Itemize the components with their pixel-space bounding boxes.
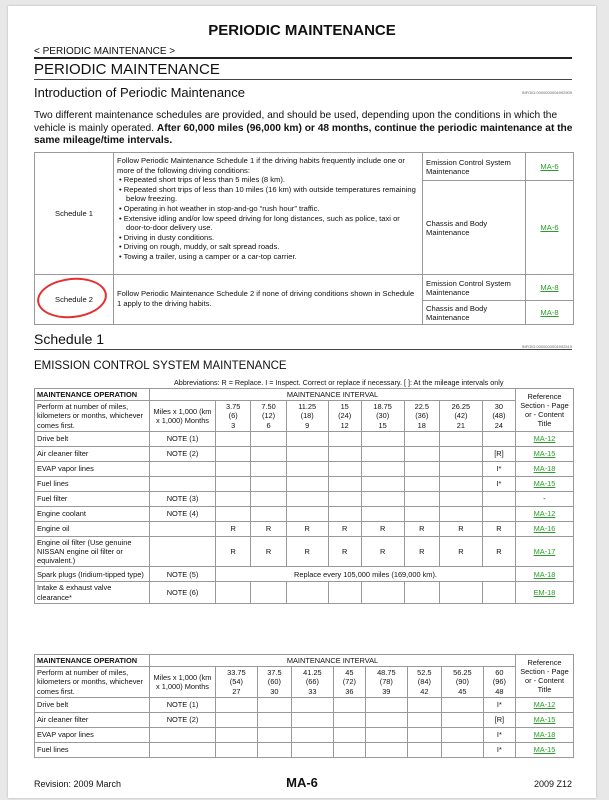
operation-cell: Fuel lines bbox=[35, 742, 150, 757]
condition-item: • Extensive idling and/or low speed driving for long distances, such as police, taxi or door-to-door delivery use. bbox=[126, 214, 419, 233]
interval-miles: 11.25 bbox=[298, 402, 317, 412]
ma-6-link[interactable]: MA-6 bbox=[540, 162, 559, 171]
operation-cell: Fuel filter bbox=[35, 491, 150, 506]
interval-cell bbox=[407, 712, 441, 727]
interval-cell bbox=[361, 461, 404, 476]
conditions-list bbox=[117, 175, 419, 261]
note-cell bbox=[150, 521, 216, 536]
interval-miles: 60 bbox=[495, 668, 504, 678]
breadcrumb[interactable]: < PERIODIC MAINTENANCE > bbox=[34, 46, 176, 57]
divider bbox=[34, 79, 572, 80]
reference-link[interactable]: MA-18 bbox=[533, 464, 556, 474]
interval-cell bbox=[407, 727, 441, 742]
interval-cell bbox=[251, 431, 286, 446]
interval-cell bbox=[286, 506, 328, 521]
interval-months: 42 bbox=[420, 686, 429, 696]
reference-link[interactable]: MA-12 bbox=[533, 434, 556, 444]
interval-cell bbox=[442, 742, 484, 757]
condition-item: • Repeated short trips of less than 5 miles (8 km). bbox=[126, 175, 419, 185]
schedule-2-description: Follow Periodic Maintenance Schedule 2 if none of driving conditions shown in Schedule 1 apply to the driving habits. bbox=[114, 275, 423, 325]
interval-cell bbox=[482, 506, 515, 521]
reference-link: - bbox=[543, 494, 546, 504]
maintenance-table-1 bbox=[34, 388, 574, 604]
interval-cell bbox=[286, 491, 328, 506]
operation-cell: Engine oil filter (Use genuine NISSAN engine oil filter or equivalent.) bbox=[35, 536, 150, 567]
info-id: INFOID:0000000004992510 bbox=[521, 344, 572, 349]
interval-cell bbox=[328, 476, 361, 491]
page-title: PERIODIC MAINTENANCE bbox=[208, 22, 396, 39]
interval-cell bbox=[251, 491, 286, 506]
interval-km: (6) bbox=[228, 411, 238, 421]
interval-cell bbox=[257, 742, 291, 757]
interval-km: (12) bbox=[261, 411, 276, 421]
interval-miles: 15 bbox=[340, 402, 349, 412]
interval-km: (36) bbox=[415, 411, 429, 421]
interval-cell: R bbox=[286, 536, 328, 567]
interval-miles: 22.5 bbox=[414, 402, 429, 412]
interval-months: 45 bbox=[458, 686, 467, 696]
interval-cell bbox=[257, 727, 291, 742]
interval-cell bbox=[439, 476, 482, 491]
interval-cell bbox=[216, 727, 258, 742]
interval-cell bbox=[286, 431, 328, 446]
interval-cell: I* bbox=[482, 461, 515, 476]
reference-cell bbox=[516, 491, 574, 506]
interval-cell bbox=[251, 446, 286, 461]
operation-cell: Engine oil bbox=[35, 521, 150, 536]
interval-cell bbox=[365, 712, 407, 727]
table-row bbox=[35, 431, 574, 446]
interval-months: 15 bbox=[378, 420, 387, 430]
schedule-1-item: Emission Control System Maintenance bbox=[423, 153, 526, 181]
interval-cell bbox=[216, 582, 251, 603]
interval-cell bbox=[216, 431, 251, 446]
interval-cell bbox=[251, 582, 286, 603]
reference-cell bbox=[516, 521, 574, 536]
info-id: INFOID:0000000004992509 bbox=[521, 90, 572, 95]
interval-cell bbox=[328, 431, 361, 446]
interval-cell bbox=[361, 446, 404, 461]
interval-months: 3 bbox=[231, 420, 236, 430]
interval-cell bbox=[328, 491, 361, 506]
span-cell: Replace every 105,000 miles (169,000 km). bbox=[216, 567, 516, 582]
ma-6-link[interactable]: MA-6 bbox=[540, 223, 559, 232]
interval-cell: R bbox=[482, 536, 515, 567]
interval-cell: R bbox=[328, 536, 361, 567]
table-row bbox=[35, 582, 574, 603]
reference-link[interactable]: MA-15 bbox=[533, 715, 556, 725]
interval-months: 48 bbox=[495, 686, 504, 696]
interval-cell bbox=[333, 742, 365, 757]
op-header: MAINTENANCE OPERATION bbox=[35, 389, 150, 401]
interval-cell: R bbox=[361, 521, 404, 536]
interval-miles: 7.50 bbox=[261, 402, 276, 412]
interval-cell bbox=[404, 491, 439, 506]
reference-cell bbox=[516, 727, 574, 742]
intro-bold-text: After 60,000 miles (96,000 km) or 48 months, continue the periodic maintenance at the same mileage/time intervals. bbox=[34, 122, 573, 146]
reference-link[interactable]: MA-12 bbox=[533, 509, 556, 519]
interval-column-header bbox=[483, 667, 515, 698]
interval-column-header bbox=[404, 401, 439, 432]
interval-header: MAINTENANCE INTERVAL bbox=[150, 655, 516, 667]
interval-miles: 56.25 bbox=[453, 668, 472, 678]
condition-item: • Driving on rough, muddy, or salt spread roads. bbox=[126, 242, 419, 252]
interval-column-header bbox=[439, 401, 482, 432]
reference-cell bbox=[516, 461, 574, 476]
interval-months: 33 bbox=[308, 686, 317, 696]
model-label: 2009 Z12 bbox=[533, 779, 572, 789]
interval-cell bbox=[404, 431, 439, 446]
reference-cell bbox=[516, 446, 574, 461]
interval-cell bbox=[333, 712, 365, 727]
interval-column-header bbox=[216, 401, 251, 432]
schedule-2-item: Emission Control System Maintenance bbox=[423, 275, 526, 301]
table-row bbox=[35, 567, 574, 582]
schedule-1-item: Chassis and Body Maintenance bbox=[423, 181, 526, 275]
interval-cell bbox=[439, 446, 482, 461]
interval-months: 39 bbox=[382, 686, 391, 696]
reference-cell bbox=[516, 712, 574, 727]
interval-cell: I* bbox=[483, 727, 515, 742]
interval-cell bbox=[292, 742, 334, 757]
interval-cell bbox=[439, 506, 482, 521]
ref-header: Reference Section - Page or - Content Title bbox=[516, 389, 574, 432]
interval-cell bbox=[365, 697, 407, 712]
interval-cell bbox=[361, 476, 404, 491]
interval-months: 30 bbox=[270, 686, 279, 696]
interval-column-header bbox=[365, 667, 407, 698]
interval-cell bbox=[439, 461, 482, 476]
interval-km: (48) bbox=[492, 411, 506, 421]
ref-header: Reference Section - Page or - Content Title bbox=[516, 655, 574, 698]
interval-cell bbox=[292, 697, 334, 712]
note-cell: NOTE (6) bbox=[150, 582, 216, 603]
table-row bbox=[35, 461, 574, 476]
interval-km: (90) bbox=[455, 677, 469, 687]
interval-cell bbox=[216, 461, 251, 476]
interval-cell bbox=[404, 446, 439, 461]
divider bbox=[34, 57, 572, 59]
interval-cell: R bbox=[439, 521, 482, 536]
interval-cell bbox=[328, 506, 361, 521]
operation-cell: EVAP vapor lines bbox=[35, 461, 150, 476]
interval-cell bbox=[216, 506, 251, 521]
interval-cell bbox=[251, 461, 286, 476]
interval-miles: 52.5 bbox=[417, 668, 432, 678]
operation-cell: Fuel lines bbox=[35, 476, 150, 491]
interval-cell: R bbox=[361, 536, 404, 567]
interval-cell: R bbox=[328, 521, 361, 536]
interval-km: (72) bbox=[342, 677, 356, 687]
units-label: Miles x 1,000 (km x 1,000) Months bbox=[150, 667, 216, 698]
interval-cell bbox=[482, 431, 515, 446]
interval-column-header bbox=[251, 401, 286, 432]
interval-cell: R bbox=[404, 521, 439, 536]
reference-cell bbox=[516, 567, 574, 582]
intro-text: Two different maintenance schedules are provided, and should be used, depending upon the conditions in which the vehicle is mainly operated. bbox=[34, 110, 558, 134]
interval-column-header bbox=[292, 667, 334, 698]
page-number: MA-6 bbox=[286, 775, 318, 790]
divider bbox=[34, 349, 572, 350]
interval-cell bbox=[442, 712, 484, 727]
note-cell: NOTE (1) bbox=[150, 431, 216, 446]
interval-cell bbox=[216, 712, 258, 727]
note-cell: NOTE (5) bbox=[150, 567, 216, 582]
reference-cell bbox=[516, 536, 574, 567]
operation-cell: Drive belt bbox=[35, 431, 150, 446]
op-header: MAINTENANCE OPERATION bbox=[35, 655, 150, 667]
table-row bbox=[35, 742, 574, 757]
interval-header: MAINTENANCE INTERVAL bbox=[150, 389, 516, 401]
interval-km: (96) bbox=[492, 677, 506, 687]
interval-cell bbox=[216, 446, 251, 461]
section-title: PERIODIC MAINTENANCE bbox=[34, 61, 220, 78]
reference-link[interactable]: MA-15 bbox=[533, 745, 556, 755]
interval-cell bbox=[216, 742, 258, 757]
interval-months: 9 bbox=[305, 420, 310, 430]
schedule-1-label: Schedule 1 bbox=[35, 153, 114, 275]
interval-miles: 3.75 bbox=[225, 402, 241, 412]
interval-cell bbox=[404, 461, 439, 476]
maintenance-table-2 bbox=[34, 654, 574, 758]
interval-column-header bbox=[257, 667, 291, 698]
interval-cell bbox=[216, 491, 251, 506]
schedule-1-description bbox=[114, 153, 423, 275]
note-cell: NOTE (2) bbox=[150, 446, 216, 461]
interval-column-header bbox=[216, 667, 258, 698]
interval-cell bbox=[361, 491, 404, 506]
reference-link[interactable]: MA-18 bbox=[533, 730, 556, 740]
interval-miles: 48.75 bbox=[377, 668, 396, 678]
table-row bbox=[35, 712, 574, 727]
interval-cell: [R] bbox=[483, 712, 515, 727]
table-row bbox=[35, 727, 574, 742]
interval-cell bbox=[439, 431, 482, 446]
reference-link[interactable]: EM-18 bbox=[533, 588, 556, 598]
intro-title: Introduction of Periodic Maintenance bbox=[34, 85, 246, 100]
table-row bbox=[35, 446, 574, 461]
interval-km: (54) bbox=[229, 677, 243, 687]
interval-miles: 37.5 bbox=[267, 668, 282, 678]
interval-months: 27 bbox=[232, 686, 241, 696]
abbreviations-note: Abbreviations: R = Replace. I = Inspect. Correct or replace if necessary. [ ]: At the mileage intervals only bbox=[174, 378, 504, 387]
reference-cell bbox=[516, 697, 574, 712]
operation-cell: EVAP vapor lines bbox=[35, 727, 150, 742]
ecs-heading: EMISSION CONTROL SYSTEM MAINTENANCE bbox=[34, 360, 287, 372]
note-cell bbox=[150, 727, 216, 742]
schedule-2-item: Chassis and Body Maintenance bbox=[423, 301, 526, 325]
interval-km: (60) bbox=[267, 677, 281, 687]
ma-8-link[interactable]: MA-8 bbox=[540, 308, 559, 317]
interval-cell bbox=[361, 431, 404, 446]
interval-cell bbox=[292, 727, 334, 742]
interval-months: 24 bbox=[494, 420, 504, 430]
operation-cell: Drive belt bbox=[35, 697, 150, 712]
table-row bbox=[35, 536, 574, 567]
note-cell bbox=[150, 536, 216, 567]
interval-cell bbox=[404, 476, 439, 491]
reference-cell bbox=[516, 582, 574, 603]
interval-cell bbox=[292, 712, 334, 727]
interval-months: 36 bbox=[345, 686, 354, 696]
interval-miles: 26.25 bbox=[451, 402, 471, 412]
interval-cell bbox=[442, 697, 484, 712]
reference-link[interactable]: MA-15 bbox=[533, 449, 556, 459]
table-row bbox=[35, 697, 574, 712]
interval-miles: 33.75 bbox=[227, 668, 246, 678]
interval-km: (42) bbox=[454, 411, 468, 421]
interval-cell bbox=[286, 582, 328, 603]
note-cell: NOTE (2) bbox=[150, 712, 216, 727]
schedule-1-heading: Schedule 1 bbox=[34, 331, 105, 347]
interval-cell bbox=[257, 712, 291, 727]
manual-page bbox=[8, 6, 596, 798]
note-cell: NOTE (4) bbox=[150, 506, 216, 521]
interval-cell bbox=[328, 461, 361, 476]
interval-km: (66) bbox=[305, 677, 319, 687]
interval-cell bbox=[333, 697, 365, 712]
interval-cell bbox=[365, 742, 407, 757]
interval-cell bbox=[439, 582, 482, 603]
interval-column-header bbox=[407, 667, 441, 698]
operation-cell: Intake & exhaust valve clearance* bbox=[35, 582, 150, 603]
interval-miles: 45 bbox=[345, 668, 354, 678]
interval-cell bbox=[328, 582, 361, 603]
note-cell: NOTE (1) bbox=[150, 697, 216, 712]
interval-cell bbox=[286, 461, 328, 476]
interval-miles: 18.75 bbox=[373, 402, 392, 412]
interval-column-header bbox=[361, 401, 404, 432]
note-cell bbox=[150, 461, 216, 476]
interval-column-header bbox=[442, 667, 484, 698]
reference-link[interactable]: MA-12 bbox=[533, 700, 556, 710]
interval-column-header bbox=[328, 401, 361, 432]
interval-cell bbox=[404, 506, 439, 521]
interval-cell bbox=[251, 476, 286, 491]
interval-km: (84) bbox=[417, 677, 431, 687]
interval-cell bbox=[482, 582, 515, 603]
operation-cell: Engine coolant bbox=[35, 506, 150, 521]
intro-paragraph bbox=[34, 110, 574, 148]
interval-cell bbox=[365, 727, 407, 742]
interval-cell bbox=[257, 697, 291, 712]
interval-km: (78) bbox=[379, 677, 393, 687]
operation-cell: Spark plugs (Iridium-tipped type) bbox=[35, 567, 150, 582]
interval-cell bbox=[251, 506, 286, 521]
note-cell bbox=[150, 742, 216, 757]
interval-column-header bbox=[333, 667, 365, 698]
reference-link[interactable]: MA-16 bbox=[533, 524, 556, 534]
interval-cell: [R] bbox=[482, 446, 515, 461]
condition-item: • Driving in dusty conditions. bbox=[126, 233, 419, 243]
reference-link[interactable]: MA-17 bbox=[533, 547, 556, 557]
interval-cell bbox=[361, 582, 404, 603]
interval-km: (18) bbox=[300, 411, 314, 421]
reference-cell bbox=[516, 506, 574, 521]
interval-miles: 30 bbox=[494, 402, 504, 412]
interval-miles: 41.25 bbox=[303, 668, 322, 678]
reference-link[interactable]: MA-15 bbox=[533, 479, 556, 489]
interval-cell: I* bbox=[482, 476, 515, 491]
interval-months: 6 bbox=[266, 420, 271, 430]
interval-cell: I* bbox=[483, 742, 515, 757]
interval-cell: R bbox=[216, 521, 251, 536]
interval-cell: R bbox=[439, 536, 482, 567]
condition-item: • Operating in hot weather in stop-and-go “rush hour” traffic. bbox=[126, 204, 419, 214]
interval-cell: R bbox=[482, 521, 515, 536]
table-row bbox=[35, 491, 574, 506]
interval-km: (24) bbox=[338, 411, 352, 421]
interval-cell bbox=[407, 742, 441, 757]
reference-cell bbox=[516, 476, 574, 491]
condition-item: • Repeated short trips of less than 10 miles (16 km) with outside temperatures remaining below freezing. bbox=[126, 185, 419, 204]
interval-column-header bbox=[482, 401, 515, 432]
operation-cell: Air cleaner filter bbox=[35, 446, 150, 461]
interval-km: (30) bbox=[376, 411, 390, 421]
note-cell bbox=[150, 476, 216, 491]
interval-column-header bbox=[286, 401, 328, 432]
perform-label: Perform at number of miles, kilometers or months, whichever comes first. bbox=[35, 667, 150, 698]
interval-months: 18 bbox=[417, 420, 426, 430]
units-label: Miles x 1,000 (km x 1,000) Months bbox=[150, 401, 216, 432]
reference-link[interactable]: MA-18 bbox=[533, 569, 556, 579]
interval-cell bbox=[439, 491, 482, 506]
interval-cell bbox=[216, 697, 258, 712]
interval-cell bbox=[286, 446, 328, 461]
schedule-1-intro: Follow Periodic Maintenance Schedule 1 if the driving habits frequently include one or more of the following driving conditions: bbox=[117, 156, 405, 175]
table-row bbox=[35, 521, 574, 536]
interval-cell bbox=[328, 446, 361, 461]
interval-months: 21 bbox=[456, 420, 466, 430]
interval-cell bbox=[361, 506, 404, 521]
interval-cell bbox=[404, 582, 439, 603]
table-row bbox=[35, 506, 574, 521]
schedule-table bbox=[34, 152, 574, 325]
interval-cell bbox=[482, 491, 515, 506]
perform-label: Perform at number of miles, kilometers or months, whichever comes first. bbox=[35, 401, 150, 432]
interval-cell bbox=[216, 476, 251, 491]
condition-item: • Towing a trailer, using a camper or a car-top carrier. bbox=[126, 252, 419, 262]
note-cell: NOTE (3) bbox=[150, 491, 216, 506]
ma-8-link[interactable]: MA-8 bbox=[540, 283, 559, 292]
interval-cell: R bbox=[216, 536, 251, 567]
interval-cell bbox=[333, 727, 365, 742]
interval-cell: R bbox=[286, 521, 328, 536]
reference-cell bbox=[516, 742, 574, 757]
reference-cell bbox=[516, 431, 574, 446]
operation-cell: Air cleaner filter bbox=[35, 712, 150, 727]
interval-months: 12 bbox=[340, 420, 349, 430]
interval-cell: R bbox=[404, 536, 439, 567]
interval-cell: R bbox=[251, 536, 286, 567]
interval-cell bbox=[407, 697, 441, 712]
interval-cell bbox=[442, 727, 484, 742]
interval-cell: R bbox=[251, 521, 286, 536]
revision-label: Revision: 2009 March bbox=[34, 779, 122, 789]
schedule-2-label: Schedule 2 bbox=[35, 275, 114, 325]
interval-cell: I* bbox=[483, 697, 515, 712]
table-row bbox=[35, 476, 574, 491]
interval-cell bbox=[286, 476, 328, 491]
